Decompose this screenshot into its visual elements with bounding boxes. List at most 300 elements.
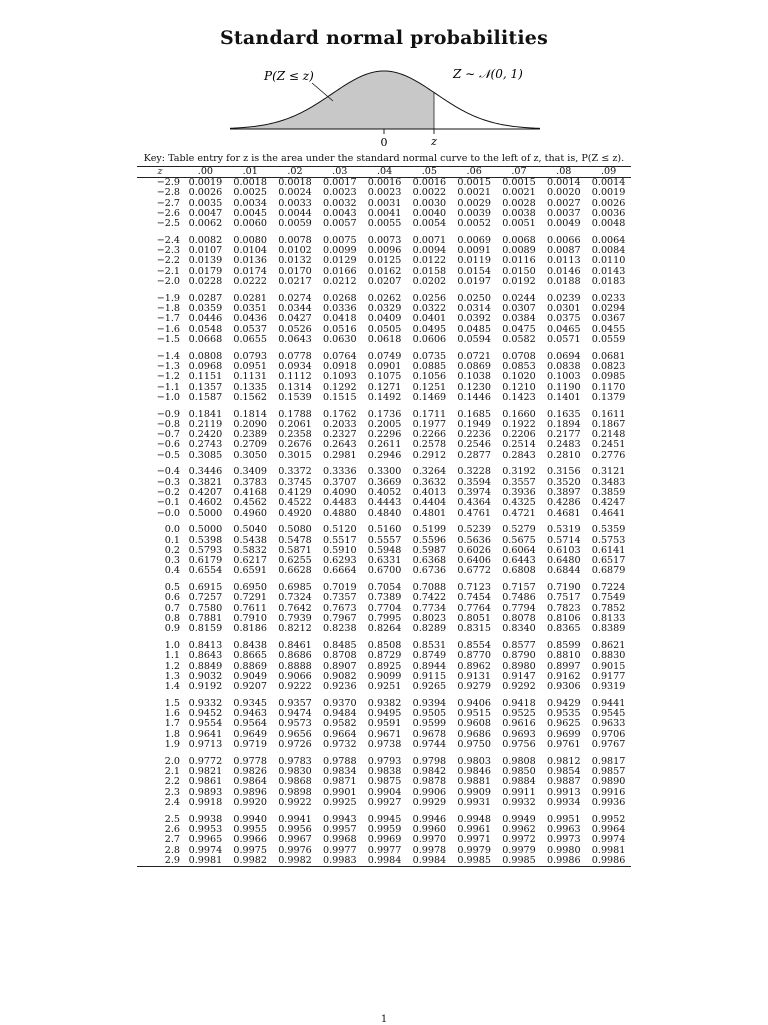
probability-cell: 0.6517: [591, 555, 626, 567]
probability-cell: 0.9918: [188, 796, 223, 808]
probability-cell: 0.1446: [457, 391, 491, 403]
probability-cell: 0.7389: [367, 592, 402, 604]
probability-cell: 0.7794: [502, 602, 536, 614]
probability-cell: 0.5160: [367, 524, 402, 536]
probability-cell: 0.3192: [502, 466, 536, 478]
probability-cell: 0.0048: [591, 218, 626, 230]
probability-cell: 0.1170: [591, 381, 626, 393]
probability-cell: 0.0057: [323, 218, 357, 230]
probability-cell: 0.7852: [591, 602, 626, 614]
probability-cell: 0.8962: [457, 660, 491, 672]
probability-cell: 0.6368: [412, 555, 447, 567]
column-header: .07: [497, 167, 542, 178]
probability-cell: 0.1515: [323, 391, 357, 403]
z-value-cell: 0.5: [164, 582, 180, 594]
probability-cell: 0.0281: [233, 292, 267, 304]
table-body: [137, 178, 631, 867]
probability-cell: 0.1401: [546, 391, 581, 403]
probability-cell: 0.3669: [367, 476, 402, 488]
probability-cell: 0.0016: [367, 177, 402, 188]
probability-cell: 0.0630: [323, 333, 357, 345]
probability-cell: 0.6915: [188, 582, 223, 594]
probability-cell: 0.0033: [278, 197, 312, 209]
probability-cell: 0.0192: [502, 276, 536, 288]
probability-cell: 0.9985: [497, 856, 542, 867]
probability-cell: 0.0287: [188, 292, 223, 304]
probability-cell: 0.4641: [591, 507, 626, 519]
probability-cell: 0.9826: [233, 766, 267, 778]
probability-cell: 0.9931: [457, 796, 491, 808]
probability-cell: 0.7967: [323, 613, 357, 625]
probability-cell: 0.0183: [591, 276, 626, 288]
probability-cell: 0.0170: [278, 265, 312, 277]
probability-cell: 0.3409: [233, 466, 267, 478]
probability-cell: 0.0075: [323, 234, 357, 246]
z-value-cell: −1.7: [156, 313, 180, 325]
probability-cell: 0.9960: [412, 823, 447, 835]
probability-cell: 0.8212: [278, 623, 312, 635]
probability-cell: 0.9922: [278, 796, 312, 808]
z-value-cell: 0.4: [164, 565, 180, 577]
probability-cell: 0.0618: [367, 333, 402, 345]
probability-cell: 0.2296: [367, 429, 402, 441]
column-header: .05: [407, 167, 452, 178]
probability-cell: 0.9864: [233, 776, 267, 788]
probability-cell: 0.0548: [188, 323, 223, 335]
probability-cell: 0.4840: [367, 507, 402, 519]
probability-cell: 0.9761: [546, 739, 581, 751]
probability-cell: 0.0465: [546, 323, 581, 335]
probability-cell: 0.6628: [278, 565, 312, 577]
probability-cell: 0.1335: [233, 381, 267, 393]
probability-cell: 0.9803: [457, 755, 491, 767]
probability-cell: 0.0384: [502, 313, 536, 325]
probability-cell: 0.9332: [188, 697, 223, 709]
probability-cell: 0.7517: [546, 592, 581, 604]
probability-cell: 0.0721: [457, 350, 491, 362]
probability-cell: 0.9972: [502, 834, 536, 846]
probability-cell: 0.9953: [188, 823, 223, 835]
probability-cell: 0.3483: [591, 476, 626, 488]
probability-cell: 0.9959: [367, 823, 402, 835]
probability-cell: 0.0582: [502, 333, 536, 345]
probability-cell: 0.9582: [323, 718, 357, 730]
probability-cell: 0.9945: [367, 813, 402, 825]
probability-cell: 0.7734: [412, 602, 447, 614]
probability-cell: 0.0146: [546, 265, 581, 277]
probability-cell: 0.6808: [502, 565, 536, 577]
probability-cell: 0.0256: [412, 292, 447, 304]
probability-cell: 0.5557: [367, 534, 402, 546]
probability-cell: 0.9750: [457, 739, 491, 751]
probability-cell: 0.8749: [412, 650, 447, 662]
probability-cell: 0.0559: [591, 333, 626, 345]
probability-cell: 0.4325: [502, 497, 536, 509]
z-value-cell: −1.6: [156, 323, 180, 335]
probability-cell: 0.0122: [412, 255, 447, 267]
probability-cell: 0.0250: [457, 292, 491, 304]
table-row: [137, 856, 631, 867]
probability-cell: 0.6879: [591, 565, 626, 577]
probability-cell: 0.5714: [546, 534, 581, 546]
z-value-cell: 1.6: [164, 708, 180, 720]
probability-cell: 0.0015: [457, 177, 491, 188]
probability-cell: 0.9854: [546, 766, 581, 778]
probability-cell: 0.0020: [546, 187, 581, 199]
probability-cell: 0.4920: [278, 507, 312, 519]
z-value-cell: 2.0: [164, 755, 180, 767]
probability-cell: 0.8729: [367, 650, 402, 662]
z-value-cell: 0.3: [164, 555, 180, 567]
column-header: .09: [586, 167, 631, 178]
probability-cell: 0.7764: [457, 602, 491, 614]
probability-cell: 0.5359: [591, 524, 626, 536]
probability-cell: 0.1020: [502, 371, 536, 383]
probability-cell: 0.0166: [323, 265, 357, 277]
probability-cell: 0.9969: [367, 834, 402, 846]
z-value-cell: 0.0: [164, 524, 180, 536]
probability-cell: 0.2005: [367, 418, 402, 430]
probability-cell: 0.0749: [367, 350, 402, 362]
probability-cell: 0.3156: [546, 466, 581, 478]
probability-cell: 0.2090: [233, 418, 267, 430]
probability-cell: 0.0336: [323, 303, 357, 315]
z-value-cell: −2.5: [156, 218, 180, 230]
table-row: [137, 451, 631, 461]
probability-cell: 0.0694: [546, 350, 581, 362]
probability-cell: 0.5753: [591, 534, 626, 546]
probability-cell: 0.9946: [412, 813, 447, 825]
probability-cell: 0.0021: [457, 187, 491, 199]
probability-cell: 0.2420: [188, 429, 223, 441]
probability-cell: 0.6664: [323, 565, 357, 577]
probability-cell: 0.0351: [233, 303, 267, 315]
probability-cell: 0.5636: [457, 534, 491, 546]
probability-cell: 0.7611: [233, 602, 267, 614]
probability-cell: 0.4168: [233, 486, 267, 498]
probability-cell: 0.2776: [591, 449, 626, 461]
probability-cell: 0.5832: [233, 544, 267, 556]
probability-cell: 0.0951: [233, 360, 267, 372]
probability-cell: 0.7486: [502, 592, 536, 604]
probability-cell: 0.2611: [367, 439, 402, 451]
probability-cell: 0.7422: [412, 592, 447, 604]
probability-cell: 0.0301: [546, 303, 581, 315]
probability-cell: 0.4052: [367, 486, 402, 498]
probability-cell: 0.9484: [323, 708, 357, 720]
probability-cell: 0.9893: [188, 786, 223, 798]
probability-cell: 0.1038: [457, 371, 491, 383]
table-row: [137, 682, 631, 692]
probability-cell: 0.2119: [188, 418, 223, 430]
probability-cell: 0.9871: [323, 776, 357, 788]
probability-cell: 0.4681: [546, 507, 581, 519]
z-value-cell: 2.8: [164, 844, 180, 856]
probability-cell: 0.0455: [591, 323, 626, 335]
probability-cell: 0.2546: [457, 439, 491, 451]
probability-cell: 0.1562: [233, 391, 267, 403]
probability-cell: 0.0014: [591, 177, 626, 188]
probability-cell: 0.9406: [457, 697, 491, 709]
probability-cell: 0.1587: [188, 391, 223, 403]
probability-cell: 0.8849: [188, 660, 223, 672]
probability-cell: 0.0071: [412, 234, 447, 246]
probability-cell: 0.1660: [502, 408, 536, 420]
probability-cell: 0.8980: [502, 660, 536, 672]
probability-cell: 0.4562: [233, 497, 267, 509]
probability-cell: 0.0968: [188, 360, 223, 372]
table-row: [137, 219, 631, 229]
probability-cell: 0.0044: [278, 207, 312, 219]
probability-cell: 0.0027: [546, 197, 581, 209]
probability-cell: 0.1112: [278, 371, 312, 383]
probability-cell: 0.0268: [323, 292, 357, 304]
probability-cell: 0.9911: [502, 786, 536, 798]
z-value-cell: −1.9: [156, 292, 180, 304]
probability-cell: 0.0069: [457, 234, 491, 246]
probability-cell: 0.9943: [323, 813, 357, 825]
probability-cell: 0.0375: [546, 313, 581, 325]
probability-cell: 0.9985: [452, 856, 497, 867]
z-value-cell: 1.8: [164, 728, 180, 740]
probability-cell: 0.9842: [412, 766, 447, 778]
probability-cell: 0.8643: [188, 650, 223, 662]
probability-cell: 0.9981: [183, 856, 228, 867]
probability-cell: 0.4286: [546, 497, 581, 509]
probability-cell: 0.2451: [591, 439, 626, 451]
probability-cell: 0.7088: [412, 582, 447, 594]
probability-cell: 0.9974: [188, 844, 223, 856]
z-value-cell: 1.4: [164, 681, 180, 693]
z-value-cell: 0.6: [164, 592, 180, 604]
z-value-cell: −1.2: [156, 371, 180, 383]
probability-cell: 0.0043: [323, 207, 357, 219]
probability-cell: 0.5675: [502, 534, 536, 546]
probability-cell: 0.0078: [278, 234, 312, 246]
probability-cell: 0.9932: [502, 796, 536, 808]
probability-cell: 0.2177: [546, 429, 581, 441]
probability-cell: 0.9956: [278, 823, 312, 835]
probability-cell: 0.9973: [546, 834, 581, 846]
probability-cell: 0.0139: [188, 255, 223, 267]
probability-cell: 0.0885: [412, 360, 447, 372]
z-value-cell: 1.0: [164, 640, 180, 651]
probability-cell: 0.9545: [591, 708, 626, 720]
origin-tick-label: 0: [380, 136, 388, 149]
probability-cell: 0.4483: [323, 497, 357, 509]
probability-cell: 0.0055: [367, 218, 402, 230]
probability-cell: 0.9927: [367, 796, 402, 808]
probability-cell: 0.9099: [367, 670, 402, 682]
probability-cell: 0.9115: [412, 670, 447, 682]
probability-cell: 0.9564: [233, 718, 267, 730]
probability-cell: 0.4013: [412, 486, 447, 498]
probability-cell: 0.8830: [591, 650, 626, 662]
probability-cell: 0.0212: [323, 276, 357, 288]
probability-cell: 0.2389: [233, 429, 267, 441]
probability-cell: 0.9970: [412, 834, 447, 846]
probability-cell: 0.0262: [367, 292, 402, 304]
probability-cell: 0.0125: [367, 255, 402, 267]
z-value-cell: −2.8: [156, 187, 180, 199]
probability-cell: 0.4207: [188, 486, 223, 498]
z-value-cell: −2.4: [156, 234, 180, 246]
probability-cell: 0.0129: [323, 255, 357, 267]
probability-cell: 0.8907: [323, 660, 357, 672]
probability-cell: 0.5279: [502, 524, 536, 536]
probability-cell: 0.0068: [502, 234, 536, 246]
probability-cell: 0.1894: [546, 418, 581, 430]
probability-cell: 0.9896: [233, 786, 267, 798]
probability-cell: 0.1685: [457, 408, 491, 420]
probability-cell: 0.0154: [457, 265, 491, 277]
probability-cell: 0.2327: [323, 429, 357, 441]
probability-cell: 0.8023: [412, 613, 447, 625]
probability-cell: 0.9345: [233, 697, 267, 709]
probability-cell: 0.7823: [546, 602, 581, 614]
probability-cell: 0.9979: [457, 844, 491, 856]
probability-cell: 0.9952: [591, 813, 626, 825]
probability-cell: 0.0681: [591, 350, 626, 362]
z-value-cell: −1.1: [156, 381, 180, 393]
probability-cell: 0.1736: [367, 408, 402, 420]
probability-cell: 0.1190: [546, 381, 581, 393]
probability-cell: 0.5987: [412, 544, 447, 556]
probability-cell: 0.8531: [412, 640, 447, 651]
probability-cell: 0.3897: [546, 486, 581, 498]
probability-cell: 0.1075: [367, 371, 402, 383]
probability-cell: 0.0119: [457, 255, 491, 267]
probability-cell: 0.0066: [546, 234, 581, 246]
probability-cell: 0.9535: [546, 708, 581, 720]
probability-cell: 0.0016: [412, 177, 447, 188]
probability-cell: 0.6950: [233, 582, 267, 594]
probability-cell: 0.0030: [412, 197, 447, 209]
probability-cell: 0.9616: [502, 718, 536, 730]
probability-cell: 0.7054: [367, 582, 402, 594]
probability-cell: 0.9909: [457, 786, 491, 798]
probability-cell: 0.9177: [591, 670, 626, 682]
probability-cell: 0.2483: [546, 439, 581, 451]
probability-cell: 0.0436: [233, 313, 267, 325]
probability-cell: 0.2709: [233, 439, 267, 451]
table-row: [137, 277, 631, 287]
probability-cell: 0.1711: [412, 408, 447, 420]
probability-cell: 0.9951: [546, 813, 581, 825]
probability-cell: 0.9664: [323, 728, 357, 740]
probability-cell: 0.1539: [278, 391, 312, 403]
z-value-cell: −2.0: [156, 276, 180, 288]
probability-cell: 0.9898: [278, 786, 312, 798]
z-value-cell: −0.3: [156, 476, 180, 488]
probability-cell: 0.9319: [591, 681, 626, 693]
probability-cell: 0.9015: [591, 660, 626, 672]
z-value-cell: −0.2: [156, 486, 180, 498]
probability-cell: 0.0655: [233, 333, 267, 345]
probability-cell: 0.8289: [412, 623, 447, 635]
probability-cell: 0.3745: [278, 476, 312, 488]
probability-cell: 0.8997: [546, 660, 581, 672]
probability-cell: 0.1423: [502, 391, 536, 403]
probability-cell: 0.5517: [323, 534, 357, 546]
probability-cell: 0.5910: [323, 544, 357, 556]
probability-cell: 0.9936: [591, 796, 626, 808]
column-header: .02: [273, 167, 318, 178]
probability-cell: 0.0019: [188, 177, 223, 188]
probability-cell: 0.0143: [591, 265, 626, 277]
probability-cell: 0.9788: [323, 755, 357, 767]
probability-cell: 0.8413: [188, 640, 223, 651]
probability-cell: 0.4090: [323, 486, 357, 498]
probability-cell: 0.3264: [412, 466, 447, 478]
probability-cell: 0.8438: [233, 640, 267, 651]
probability-cell: 0.0084: [591, 245, 626, 257]
probability-cell: 0.0735: [412, 350, 447, 362]
probability-cell: 0.8340: [502, 623, 536, 635]
probability-cell: 0.0022: [412, 187, 447, 199]
probability-cell: 0.9292: [502, 681, 536, 693]
probability-cell: 0.1271: [367, 381, 402, 393]
probability-cell: 0.0643: [278, 333, 312, 345]
z-value-cell: 2.5: [164, 813, 180, 825]
probability-cell: 0.5596: [412, 534, 447, 546]
probability-cell: 0.1003: [546, 371, 581, 383]
probability-cell: 0.0018: [278, 177, 312, 188]
probability-cell: 0.9641: [188, 728, 223, 740]
probability-cell: 0.0446: [188, 313, 223, 325]
probability-cell: 0.8315: [457, 623, 491, 635]
probability-cell: 0.0029: [457, 197, 491, 209]
probability-cell: 0.2743: [188, 439, 223, 451]
z-value-cell: −1.5: [156, 333, 180, 345]
table-row: [137, 393, 631, 403]
probability-cell: 0.9938: [188, 813, 223, 825]
probability-cell: 0.9846: [457, 766, 491, 778]
probability-cell: 0.8485: [323, 640, 357, 651]
probability-cell: 0.9656: [278, 728, 312, 740]
probability-cell: 0.5000: [188, 507, 223, 519]
probability-cell: 0.3446: [188, 466, 223, 478]
probability-cell: 0.9968: [323, 834, 357, 846]
probability-cell: 0.2206: [502, 429, 536, 441]
probability-cell: 0.6255: [278, 555, 312, 567]
probability-cell: 0.9279: [457, 681, 491, 693]
probability-cell: 0.0869: [457, 360, 491, 372]
table-row: [137, 335, 631, 345]
probability-cell: 0.9573: [278, 718, 312, 730]
table-key: Key: Table entry for z is the area under the standard normal curve to the left of z, that is, P(Z ≤ z).: [143, 153, 625, 164]
probability-cell: 0.5239: [457, 524, 491, 536]
probability-cell: 0.8770: [457, 650, 491, 662]
probability-cell: 0.9906: [412, 786, 447, 798]
probability-cell: 0.6772: [457, 565, 491, 577]
probability-cell: 0.0571: [546, 333, 581, 345]
probability-cell: 0.9793: [367, 755, 402, 767]
probability-cell: 0.0099: [323, 245, 357, 257]
probability-cell: 0.6736: [412, 565, 447, 577]
probability-cell: 0.2061: [278, 418, 312, 430]
probability-cell: 0.9251: [367, 681, 402, 693]
probability-cell: 0.6844: [546, 565, 581, 577]
z-value-cell: 2.7: [164, 834, 180, 846]
probability-cell: 0.9986: [586, 856, 631, 867]
page-title: Standard normal probabilities: [220, 27, 548, 49]
probability-cell: 0.9207: [233, 681, 267, 693]
probability-cell: 0.4761: [457, 507, 491, 519]
probability-cell: 0.8508: [367, 640, 402, 651]
z-value-cell: −2.7: [156, 197, 180, 209]
probability-cell: 0.0233: [591, 292, 626, 304]
